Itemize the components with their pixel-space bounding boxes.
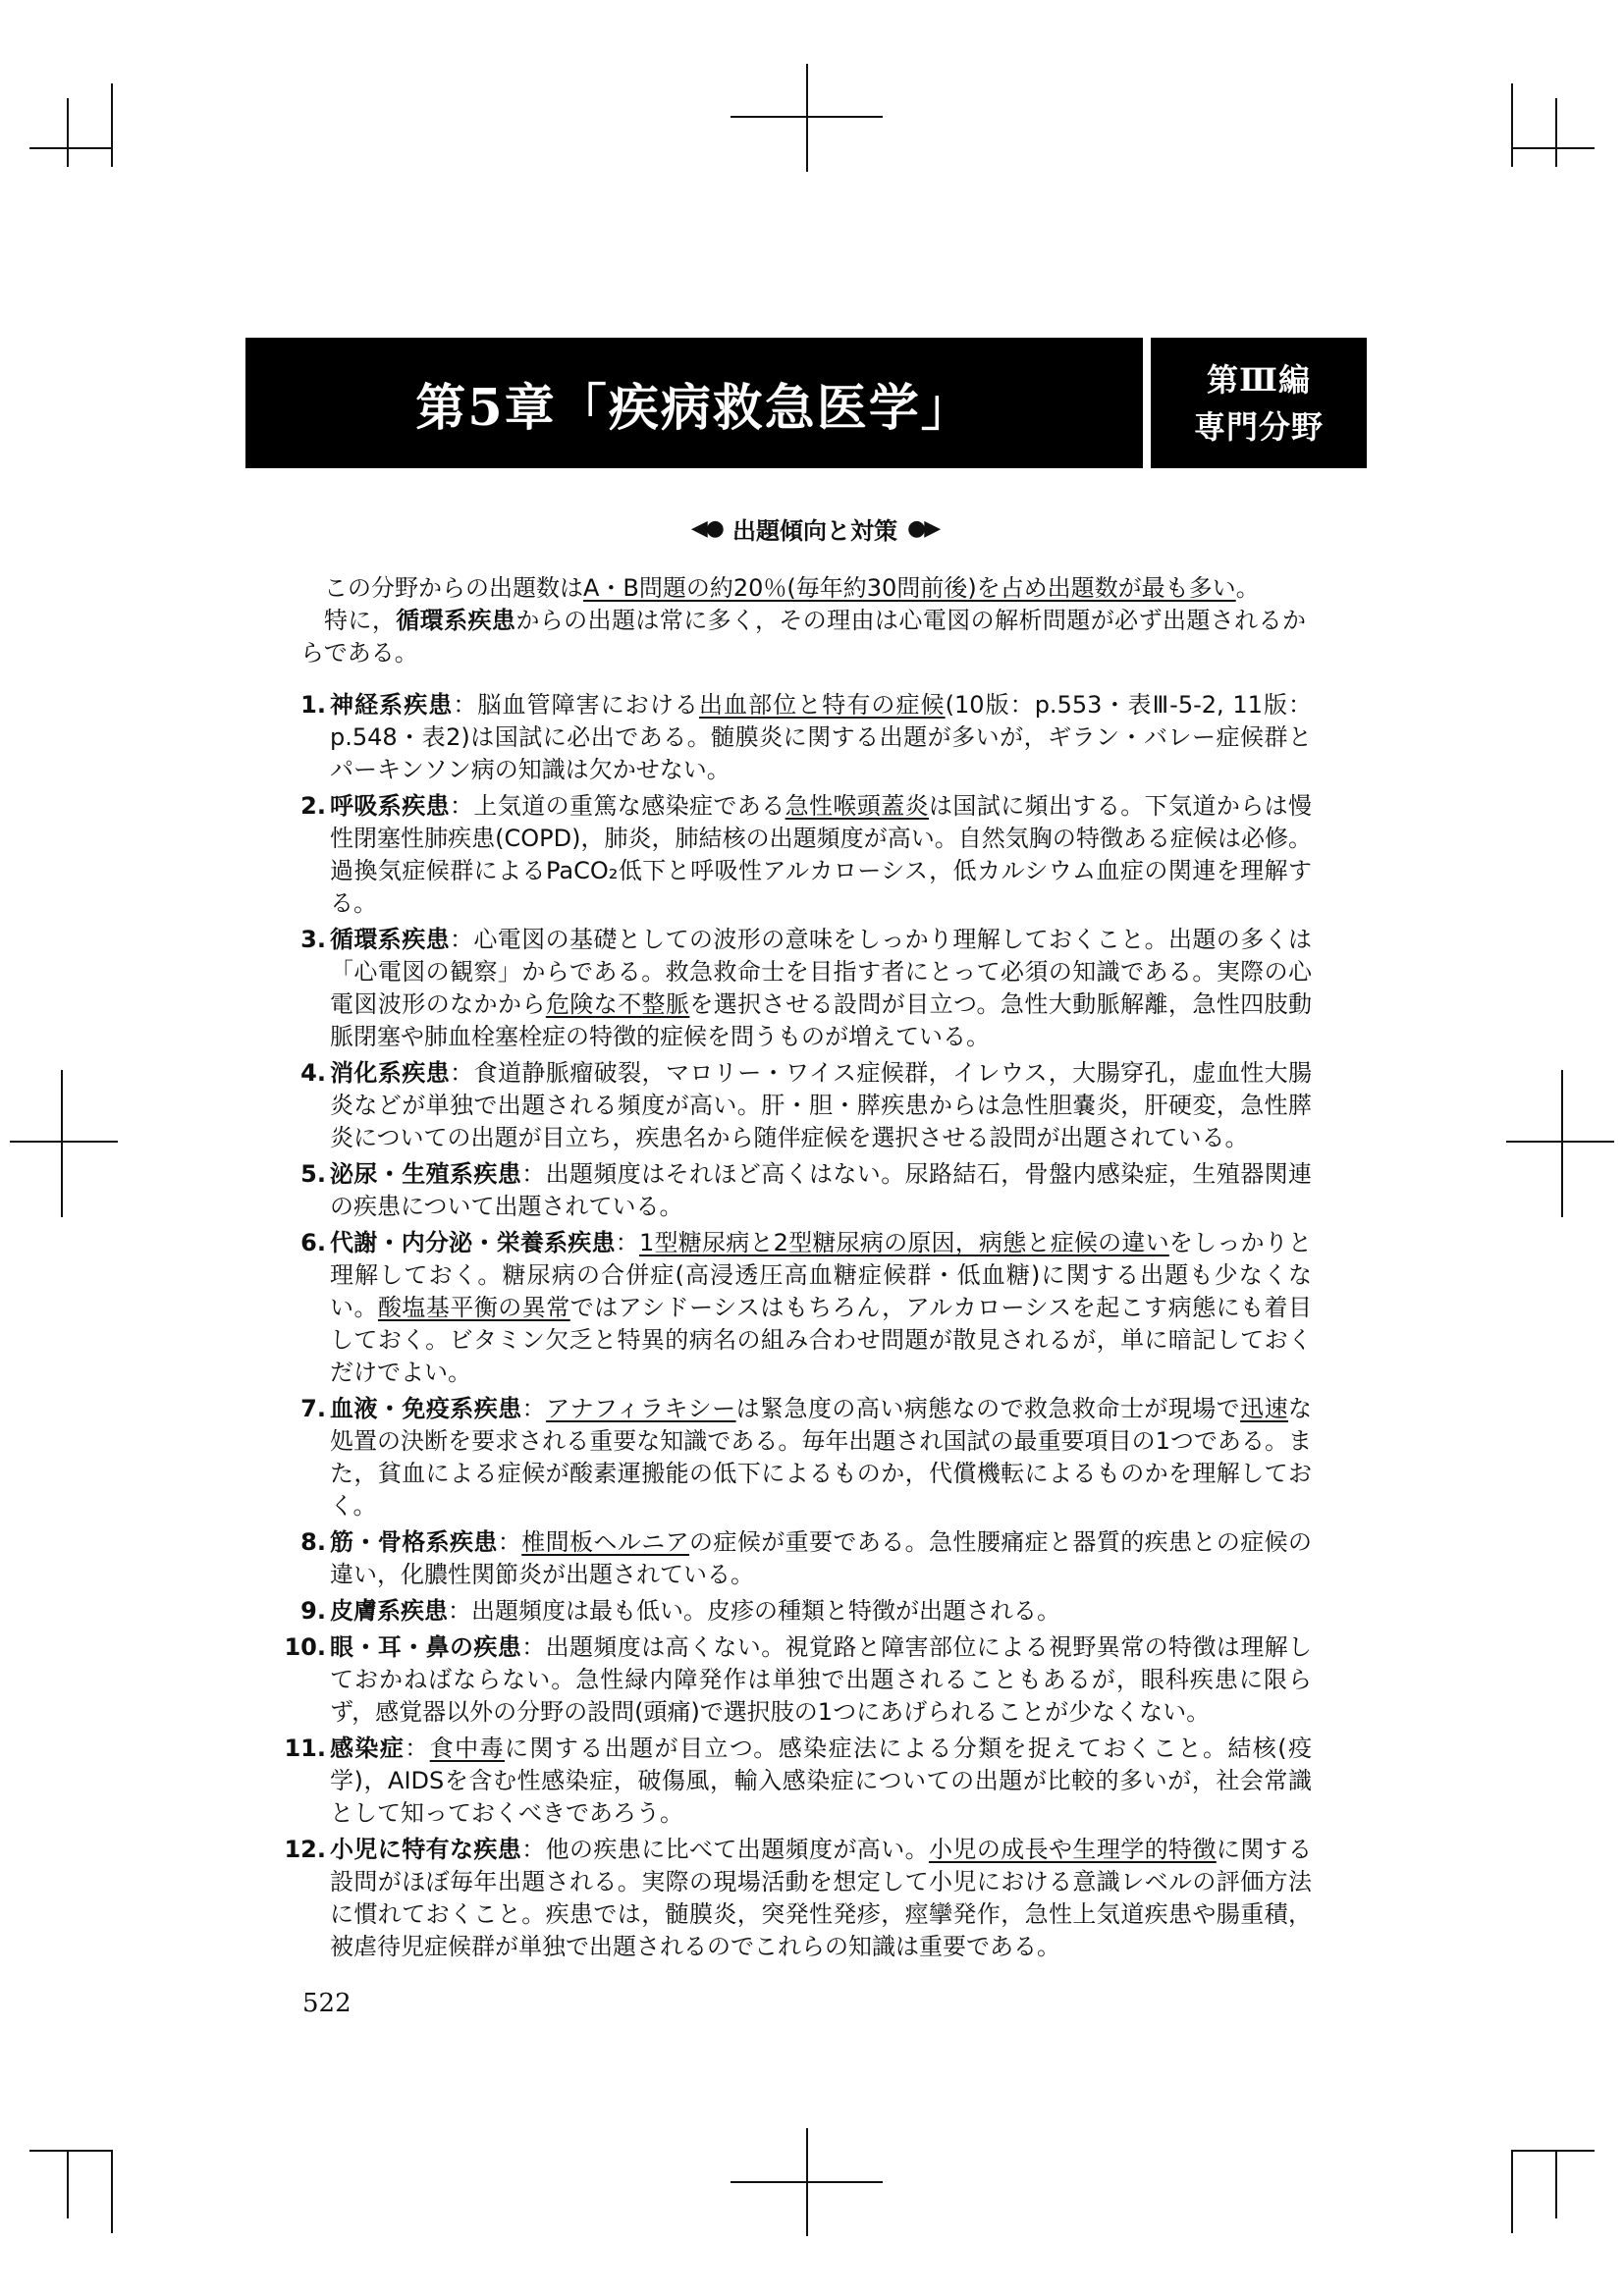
- list-item: 2. 呼吸系疾患：上気道の重篤な感染症である急性喉頭蓋炎は国試に頻出する。下気道からは慢性閉塞性肺疾患(COPD)，肺炎，肺結核の出題頻度が高い。自然気胸の特徴ある症候は必修。過換気症候群によるPaCO₂低下と呼吸性アルカローシス，低カルシウム血症の関連を理解する。: [300, 792, 1313, 917]
- list-item: 10. 眼・耳・鼻の疾患：出題頻度は高くない。視覚路と障害部位による視野異常の特徴は理解しておかねばならない。急性緑内障発作は単独で出題されることもあるが，眼科疾患に限らず，感覚器以外の分野の設問(頭痛)で選択肢の1つにあげられることが少なくない。: [284, 1633, 1313, 1726]
- item-title: 神経系疾患: [330, 691, 454, 719]
- list-item: 11. 感染症：食中毒に関する出題が目立つ。感染症法による分類を捉えておくこと。結核(疫学)，AIDSを含む性感染症，破傷風，輸入感染症についての出題が比較的多いが，社会常識として知っておくべきであろう。: [284, 1735, 1313, 1827]
- list-item: 1. 神経系疾患：脳血管障害における出血部位と特有の症候(10版：p.553・表Ⅲ-5-2, 11版：p.548・表2)は国試に必出である。髄膜炎に関する出題が多いが，ギラン・バレー症候群とパーキンソン病の知識は欠かせない。: [300, 691, 1313, 783]
- chapter-banner: [245, 338, 1143, 468]
- topic-list: [284, 689, 1313, 1967]
- list-item: 4. 消化系疾患：食道静脈瘤破裂，マロリー・ワイス症候群，イレウス，大腸穿孔，虚血性大腸炎などが単独で出題される頻度が高い。肝・胆・膵疾患からは急性胆嚢炎，肝硬変，急性膵炎についての出題が目立ち，疾患名から随伴症候を選択させる設問が出題されている。: [300, 1059, 1312, 1151]
- part-number: 第Ⅲ編: [1207, 360, 1311, 399]
- item-title: 血液・免疫系疾患: [330, 1395, 522, 1422]
- item-title: 小児に特有な疾患: [330, 1836, 522, 1863]
- page-number: 522: [302, 1989, 352, 2018]
- item-title: 皮膚系疾患: [330, 1597, 448, 1625]
- section-heading: [589, 508, 1041, 548]
- underlined-text: A・B問題の約20％(毎年約30問前後)を占め出題数が最も多い: [583, 574, 1236, 602]
- bold-term: 循環系疾患: [396, 607, 516, 634]
- left-arrow-bullet-icon: ◀●: [690, 515, 723, 541]
- chapter-title: 第5章「疾病救急医学」: [415, 378, 973, 438]
- list-item: 6. 代謝・内分泌・栄養系疾患：1型糖尿病と2型糖尿病の原因，病態と症候の違いをしっかりと理解しておく。糖尿病の合併症(高浸透圧高血糖症候群・低血糖)に関する出題も少なくない。酸塩基平衡の異常ではアシドーシスはもちろん，アルカローシスを起こす病態にも着目しておく。ビタミン欠乏と特異的病名の組み合わせ問題が散見されるが，単に暗記しておくだけでよい。: [300, 1229, 1313, 1386]
- list-item: 12. 小児に特有な疾患：他の疾患に比べて出題頻度が高い。小児の成長や生理学的特徴に関する設問がほぼ毎年出題される。実際の現場活動を想定して小児における意識レベルの評価方法に慣れておくこと。疾患では，髄膜炎，突発性発疹，痙攣発作，急性上気道疾患や腸重積，被虐待児症候群が単独で出題されるのでこれらの知識は重要である。: [284, 1836, 1313, 1960]
- part-label-box: [1151, 338, 1367, 468]
- item-title: 消化系疾患: [330, 1059, 451, 1087]
- part-name: 専門分野: [1193, 407, 1324, 446]
- list-item: 7. 血液・免疫系疾患：アナフィラキシーは緊急度の高い病態なので救急救命士が現場で迅速な処置の決断を要求される重要な知識である。毎年出題され国試の最重要項目の1つである。また，貧血による症候が酸素運搬能の低下によるものか，代償機転によるものかを理解しておく。: [300, 1395, 1313, 1520]
- item-title: 筋・骨格系疾患: [330, 1528, 498, 1556]
- item-title: 感染症: [330, 1735, 406, 1762]
- list-item: 3. 循環系疾患：心電図の基礎としての波形の意味をしっかり理解しておくこと。出題の多くは「心電図の観察」からである。救急救命士を目指す者にとって必須の知識である。実際の心電図波形のなかから危険な不整脈を選択させる設問が目立つ。急性大動脈解離，急性四肢動脈閉塞や肺血栓塞栓症の特徴的症候を問うものが増えている。: [300, 926, 1313, 1050]
- list-item: 5. 泌尿・生殖系疾患：出題頻度はそれほど高くはない。尿路結石，骨盤内感染症，生殖器関連の疾患について出題されている。: [300, 1160, 1313, 1220]
- item-title: 眼・耳・鼻の疾患: [330, 1633, 522, 1661]
- item-title: 呼吸系疾患: [330, 792, 450, 820]
- section-heading-text: 出題傾向と対策: [732, 516, 897, 545]
- intro-line-2: 特に，循環系疾患からの出題は常に多く，その理由は心電図の解析問題が必ず出題されるからである。: [300, 607, 1307, 667]
- item-title: 代謝・内分泌・栄養系疾患: [330, 1229, 616, 1256]
- item-title: 循環系疾患: [330, 926, 450, 953]
- right-arrow-bullet-icon: ●▶: [907, 515, 940, 541]
- list-item: 8. 筋・骨格系疾患：椎間板ヘルニアの症候が重要である。急性腰痛症と器質的疾患との症候の違い，化膿性関節炎が出題されている。: [300, 1528, 1313, 1588]
- item-title: 泌尿・生殖系疾患: [330, 1160, 522, 1188]
- intro-line-1: この分野からの出題数はA・B問題の約20％(毎年約30問前後)を占め出題数が最も多い。: [324, 574, 1260, 602]
- list-item: 9. 皮膚系疾患：出題頻度は最も低い。皮疹の種類と特徴が出題される。: [300, 1597, 1060, 1625]
- intro-paragraph: [300, 572, 1306, 669]
